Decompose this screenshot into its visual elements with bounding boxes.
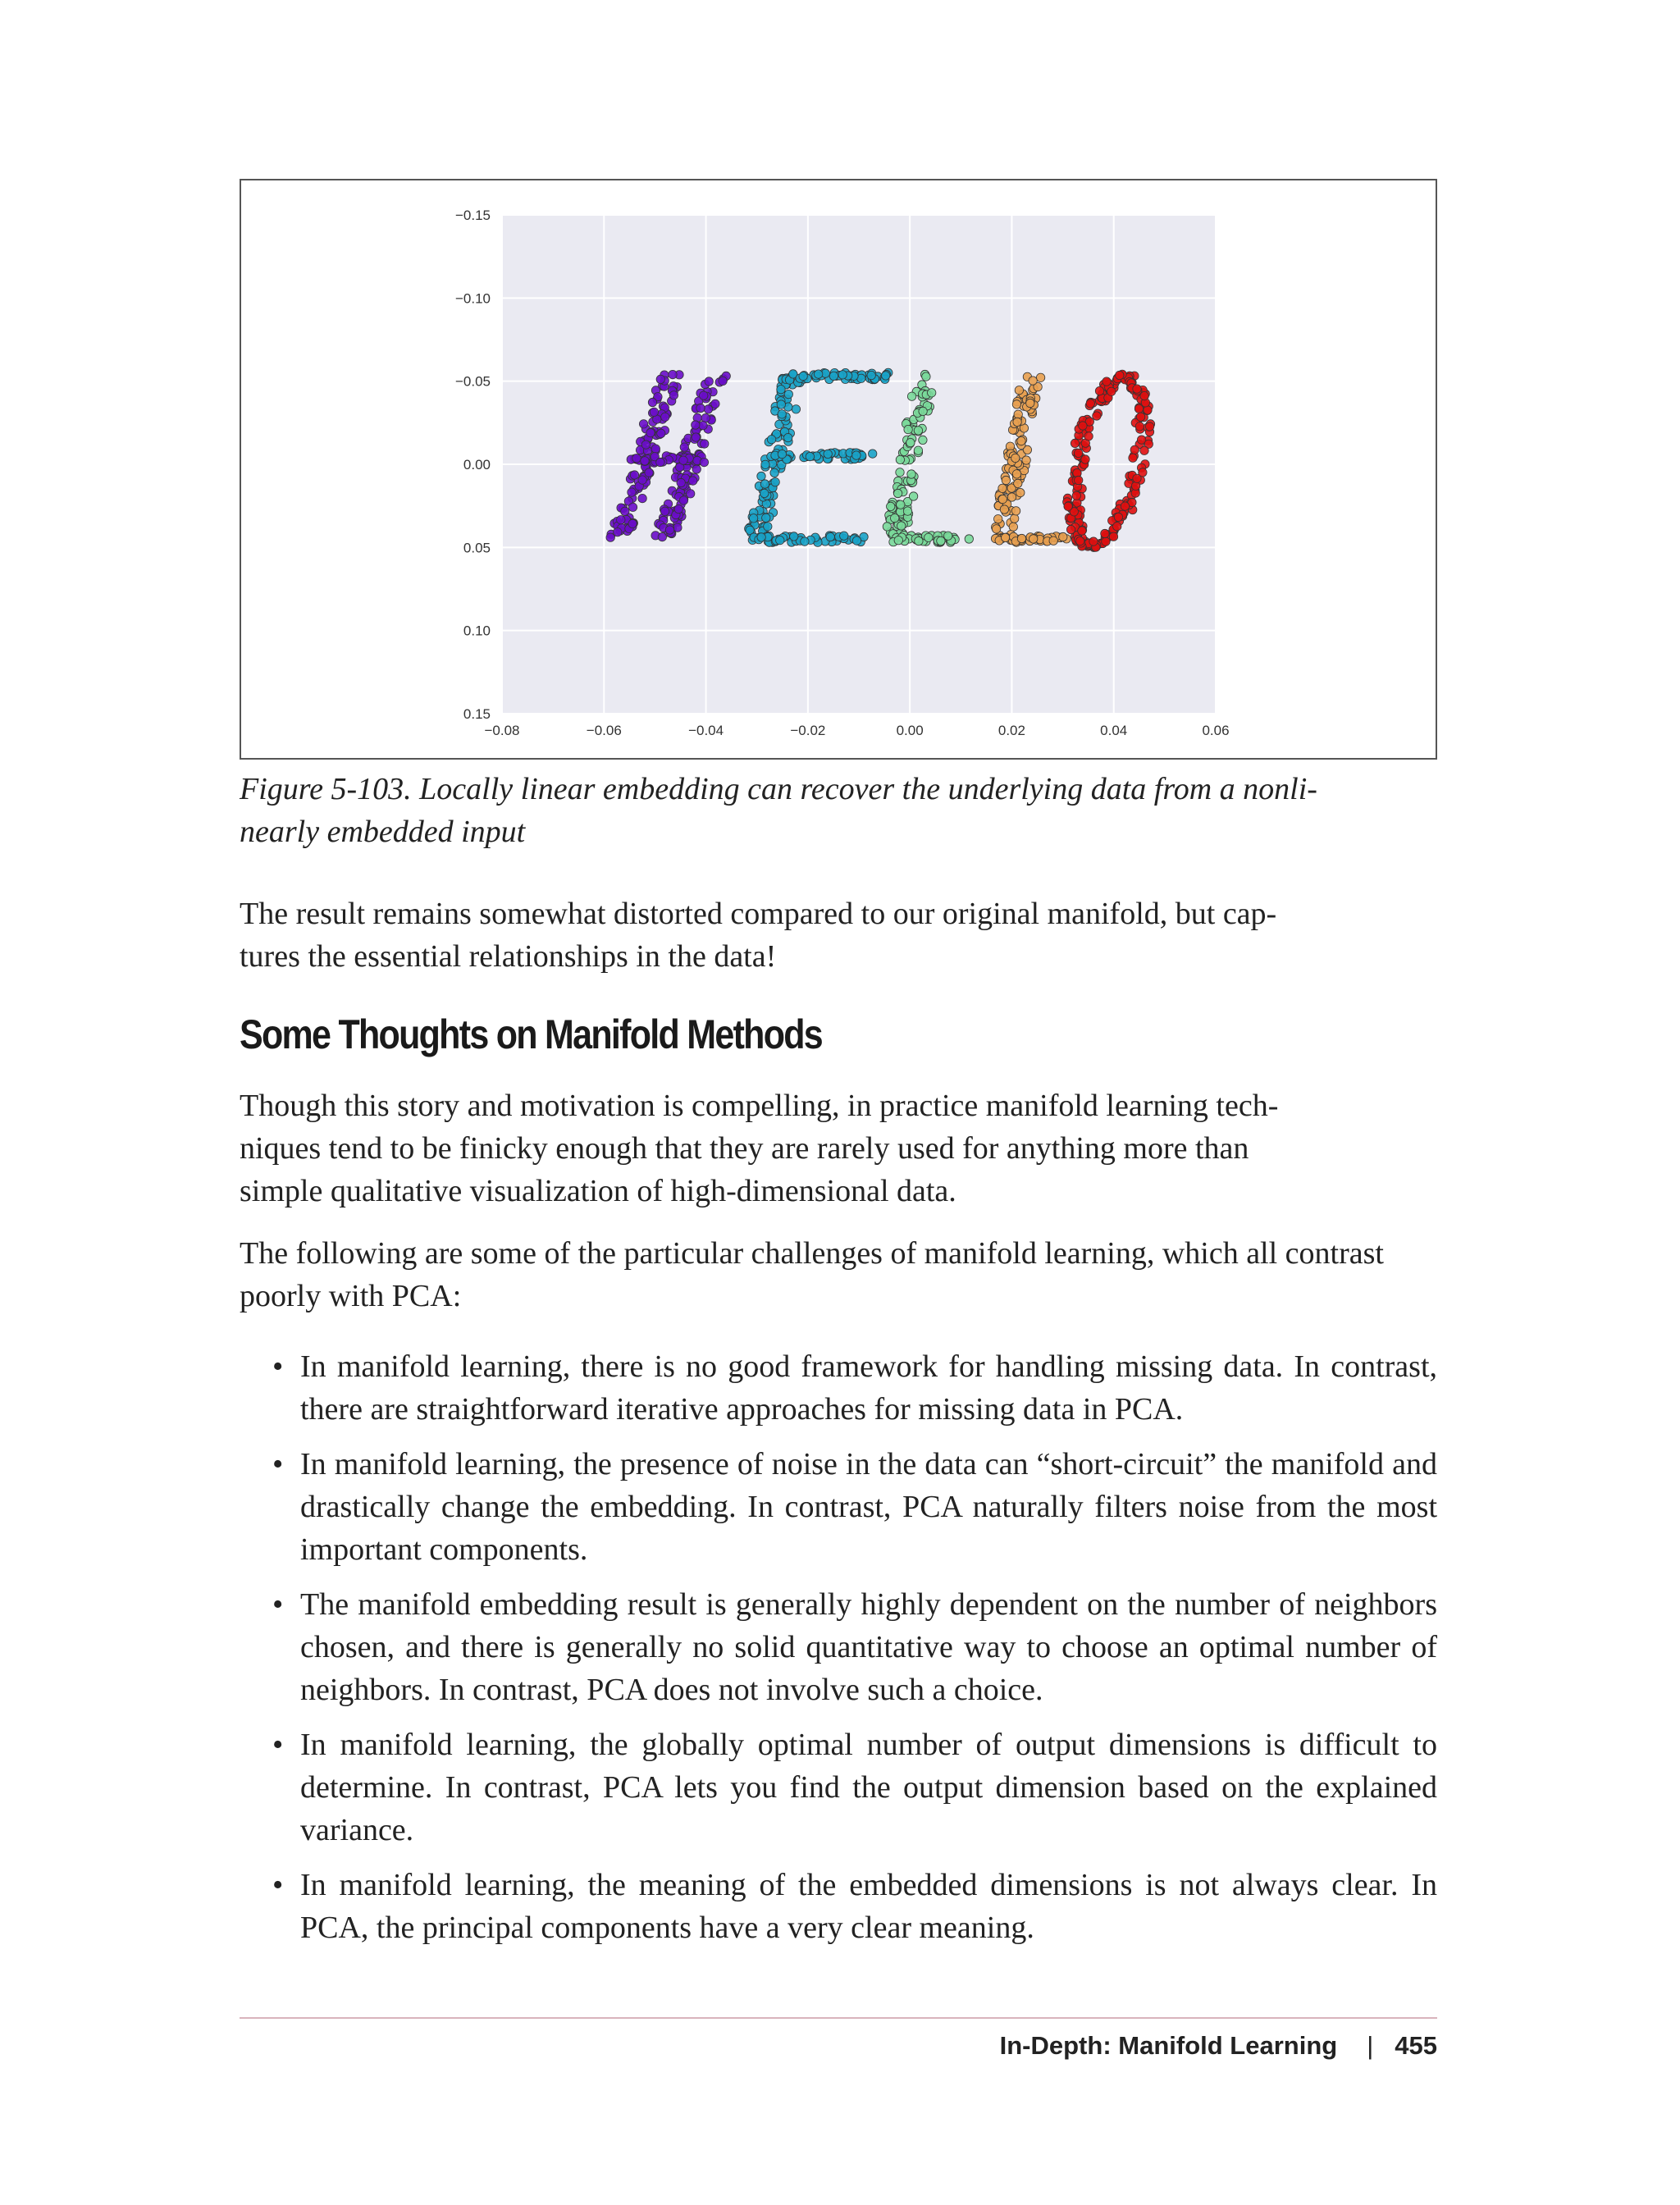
scatter-point-h — [711, 399, 719, 408]
scatter-point-l — [907, 470, 915, 478]
scatter-point-h — [665, 526, 673, 534]
x-tick-label: 0.06 — [1202, 723, 1230, 738]
scatter-point-l — [1012, 470, 1020, 478]
scatter-point-e — [799, 372, 807, 380]
bullet-icon: • — [272, 1728, 284, 1762]
scatter-point-l — [1026, 399, 1034, 407]
scatter-point-e — [829, 372, 838, 380]
scatter-point-h — [648, 398, 656, 406]
list-item: • The manifold embedding result is generally highly dependent on the number of neighbors chosen, and there is generally no solid quantitative way to choose an optimal number of neighbors. In contrast, PCA does not involve such a choice. — [240, 1583, 1437, 1711]
scatter-point-o — [1066, 525, 1075, 533]
scatter-point-l — [1002, 476, 1010, 484]
scatter-point-l — [922, 372, 930, 381]
scatter-point-o — [1109, 532, 1117, 541]
scatter-point-l — [887, 502, 895, 510]
scatter-point-h — [645, 468, 653, 477]
y-tick-label: 0.05 — [463, 540, 491, 556]
scatter-point-e — [869, 450, 877, 458]
scatter-point-o — [1130, 445, 1139, 454]
scatter-point-h — [674, 504, 682, 513]
running-footer-title: In-Depth: Manifold Learning — [999, 2031, 1338, 2060]
scatter-point-l — [914, 427, 922, 435]
scatter-point-l — [919, 407, 927, 415]
x-tick-label: 0.04 — [1100, 723, 1128, 738]
scatter-point-h — [660, 507, 669, 515]
scatter-point-l — [965, 535, 973, 543]
scatter-point-h — [692, 433, 700, 441]
scatter-point-l — [1009, 523, 1017, 531]
scatter-point-e — [852, 536, 861, 545]
scatter-point-o — [1075, 476, 1083, 484]
scatter-point-o — [1093, 412, 1101, 420]
scatter-point-l — [896, 455, 904, 463]
page-footer — [1000, 2031, 1437, 2061]
x-tick-label: −0.08 — [484, 723, 520, 738]
scatter-point-o — [1102, 377, 1111, 386]
scatter-point-e — [867, 371, 875, 379]
scatter-point-h — [641, 457, 649, 465]
scatter-point-l — [998, 495, 1007, 503]
scatter-point-h — [669, 370, 677, 378]
scatter-point-e — [840, 532, 848, 540]
scatter-point-o — [1135, 422, 1144, 431]
scatter-point-l — [1059, 532, 1067, 541]
scatter-point-h — [687, 490, 695, 498]
scatter-point-l — [1015, 386, 1023, 395]
scatter-point-e — [824, 450, 832, 458]
scatter-point-l — [1017, 436, 1025, 445]
scatter-point-h — [656, 375, 664, 383]
scatter-point-e — [806, 452, 814, 460]
scatter-point-l — [1012, 400, 1020, 409]
scatter-point-e — [757, 533, 765, 541]
scatter-point-l — [1014, 479, 1022, 487]
scatter-point-h — [628, 503, 637, 511]
scatter-point-o — [1140, 446, 1148, 454]
scatter-point-h — [614, 528, 622, 536]
scatter-point-o — [1072, 491, 1080, 500]
scatter-point-l — [883, 523, 891, 531]
x-tick-label: −0.02 — [790, 723, 826, 738]
list-item: • In manifold learning, there is no good framework for handling missing data. In contrast, there are straightforward iterative approaches for missing data in PCA. — [240, 1345, 1437, 1431]
scatter-point-h — [638, 494, 646, 502]
scatter-point-l — [896, 468, 904, 477]
scatter-point-h — [632, 454, 641, 463]
paragraph-challenges: The following are some of the particular challenges of manifold learning, which all contrast poorly with PCA: — [240, 1236, 1384, 1313]
scatter-point-l — [1013, 418, 1021, 426]
section-heading: Some Thoughts on Manifold Methods — [240, 1011, 822, 1057]
scatter-point-o — [1081, 455, 1089, 463]
scatter-point-l — [893, 489, 902, 497]
figure-caption: Figure 5-103. Locally linear embedding can recover the underlying data from a nonli- nearly embedded input — [240, 772, 1317, 849]
lle-scatter-chart — [241, 180, 1436, 758]
scatter-point-l — [1011, 507, 1020, 515]
scatter-point-h — [650, 408, 658, 416]
scatter-point-e — [757, 472, 765, 480]
scatter-point-e — [852, 451, 861, 459]
scatter-point-l — [928, 389, 936, 397]
scatter-point-h — [617, 516, 625, 524]
x-tick-label: −0.04 — [688, 723, 724, 738]
scatter-point-l — [1011, 514, 1019, 523]
scatter-point-l — [897, 522, 906, 530]
scatter-point-o — [1133, 474, 1141, 482]
scatter-point-h — [700, 391, 708, 399]
scatter-point-e — [776, 536, 784, 544]
scatter-point-h — [628, 488, 636, 496]
y-tick-label: 0.10 — [463, 623, 491, 639]
scatter-point-l — [1029, 535, 1038, 543]
scatter-point-o — [1121, 502, 1129, 510]
scatter-point-l — [894, 536, 902, 545]
scatter-point-o — [1084, 432, 1093, 441]
y-tick-label: −0.05 — [454, 373, 491, 390]
scatter-point-l — [907, 392, 915, 400]
scatter-point-o — [1079, 422, 1087, 430]
scatter-point-h — [679, 496, 687, 504]
scatter-point-o — [1107, 387, 1116, 395]
scatter-point-l — [1016, 488, 1025, 496]
scatter-point-o — [1074, 449, 1082, 457]
scatter-point-e — [882, 372, 890, 380]
bullet-icon: • — [272, 1868, 284, 1902]
scatter-point-l — [903, 507, 911, 515]
scatter-point-h — [679, 456, 687, 464]
scatter-point-o — [1133, 385, 1141, 393]
scatter-point-h — [677, 478, 685, 486]
scatter-point-h — [651, 445, 660, 453]
footer-divider — [240, 2017, 1437, 2019]
challenges-list — [240, 1345, 1437, 1961]
footer-separator: | — [1367, 2031, 1374, 2060]
scatter-point-o — [1114, 513, 1122, 521]
scatter-point-l — [915, 536, 923, 545]
scatter-point-e — [762, 514, 770, 522]
scatter-point-e — [760, 480, 769, 488]
scatter-point-h — [657, 429, 665, 437]
scatter-point-h — [639, 420, 647, 428]
scatter-point-e — [826, 532, 834, 541]
scatter-point-l — [1017, 534, 1025, 542]
scatter-point-e — [838, 371, 847, 379]
scatter-point-o — [1086, 399, 1094, 408]
scatter-point-h — [661, 413, 669, 421]
scatter-point-e — [784, 433, 792, 441]
scatter-point-e — [764, 523, 772, 531]
scatter-point-o — [1089, 537, 1098, 546]
scatter-point-e — [749, 514, 757, 523]
page-number: 455 — [1395, 2031, 1437, 2060]
scatter-point-e — [771, 478, 779, 486]
scatter-point-o — [1064, 502, 1072, 510]
scatter-point-e — [777, 400, 785, 409]
scatter-point-o — [1095, 386, 1103, 395]
scatter-point-h — [689, 477, 697, 485]
scatter-point-h — [630, 471, 638, 479]
scatter-point-l — [897, 500, 905, 509]
scatter-point-e — [761, 460, 769, 468]
scatter-point-l — [998, 484, 1007, 492]
scatter-point-e — [778, 410, 786, 418]
scatter-point-e — [790, 532, 798, 541]
scatter-point-h — [699, 422, 707, 430]
scatter-point-e — [778, 450, 786, 458]
scatter-point-o — [1102, 537, 1110, 546]
x-tick-label: −0.06 — [586, 723, 622, 738]
scatter-point-l — [919, 436, 927, 444]
scatter-point-l — [994, 515, 1002, 523]
scatter-point-l — [1049, 536, 1057, 545]
bullet-icon: • — [272, 1349, 284, 1384]
scatter-point-o — [1116, 371, 1124, 379]
scatter-point-o — [1101, 529, 1109, 537]
scatter-point-h — [719, 377, 727, 385]
bullet-icon: • — [272, 1587, 284, 1622]
scatter-point-h — [692, 465, 701, 473]
scatter-point-o — [1140, 391, 1148, 399]
scatter-point-l — [891, 514, 899, 522]
scatter-point-h — [621, 507, 629, 515]
y-tick-label: −0.10 — [454, 290, 491, 307]
scatter-point-o — [1129, 454, 1137, 462]
scatter-point-l — [904, 425, 912, 433]
scatter-point-h — [628, 519, 637, 527]
scatter-point-h — [656, 458, 664, 466]
scatter-point-h — [680, 443, 688, 451]
scatter-point-h — [658, 532, 666, 541]
figure-frame — [240, 179, 1437, 760]
scatter-point-l — [1036, 373, 1044, 381]
scatter-point-e — [760, 489, 769, 497]
scatter-point-h — [701, 440, 709, 448]
scatter-point-o — [1078, 527, 1086, 535]
paragraph-result: The result remains somewhat distorted compared to our original manifold, but cap- tures the essential relationships in the data! — [240, 897, 1277, 974]
scatter-point-l — [1029, 377, 1037, 385]
scatter-point-o — [1145, 422, 1153, 431]
paragraph-intro: Though this story and motivation is compelling, in practice manifold learning tech- niques tend to be finicky enough that they are rarely used for anything more than simple qualitative visualization of high-dimensional data. — [240, 1089, 1279, 1208]
scatter-point-e — [777, 386, 785, 394]
scatter-point-l — [924, 533, 933, 541]
scatter-point-o — [1076, 536, 1084, 545]
scatter-point-h — [692, 421, 700, 429]
x-tick-label: 0.02 — [998, 723, 1025, 738]
scatter-point-h — [705, 377, 713, 386]
scatter-point-l — [914, 446, 922, 454]
y-tick-label: 0.00 — [463, 457, 491, 472]
list-item: • In manifold learning, the meaning of the embedded dimensions is not always clear. In PCA, the principal components have a very clear meaning. — [240, 1864, 1437, 1949]
scatter-point-h — [646, 429, 655, 437]
x-tick-label: 0.00 — [896, 723, 924, 738]
scatter-point-l — [1014, 410, 1022, 418]
scatter-point-l — [937, 536, 945, 545]
scatter-point-o — [1113, 523, 1121, 531]
scatter-point-h — [641, 441, 650, 449]
scatter-point-e — [815, 370, 823, 378]
scatter-point-h — [669, 391, 678, 399]
scatter-point-e — [770, 468, 778, 477]
scatter-point-h — [704, 405, 712, 413]
scatter-point-o — [1136, 413, 1144, 421]
scatter-point-h — [696, 404, 705, 412]
scatter-point-e — [767, 436, 775, 444]
scatter-point-o — [1071, 439, 1079, 447]
scatter-point-l — [1001, 533, 1009, 541]
scatter-point-l — [906, 438, 915, 446]
scatter-point-e — [792, 405, 800, 413]
scatter-point-o — [1134, 404, 1143, 413]
scatter-point-h — [700, 458, 708, 466]
scatter-point-l — [944, 532, 952, 540]
list-item: • In manifold learning, the presence of noise in the data can “short-circuit” the manifold and drastically change the embedding. In contrast, PCA naturally filters noise from the most important components. — [240, 1443, 1437, 1571]
scatter-point-h — [606, 533, 614, 541]
scatter-point-l — [909, 492, 917, 500]
scatter-point-e — [801, 537, 809, 546]
y-tick-label: −0.15 — [454, 208, 491, 223]
scatter-point-l — [992, 525, 1000, 533]
scatter-point-l — [1000, 505, 1008, 514]
bullet-icon: • — [272, 1447, 284, 1481]
scatter-point-e — [784, 390, 792, 398]
list-item: • In manifold learning, the globally optimal number of output dimensions is difficult to determine. In contrast, PCA lets you find the output dimension based on the explained variance. — [240, 1723, 1437, 1851]
scatter-point-h — [638, 476, 646, 484]
y-tick-label: 0.15 — [463, 706, 491, 722]
scatter-point-l — [1011, 454, 1020, 462]
